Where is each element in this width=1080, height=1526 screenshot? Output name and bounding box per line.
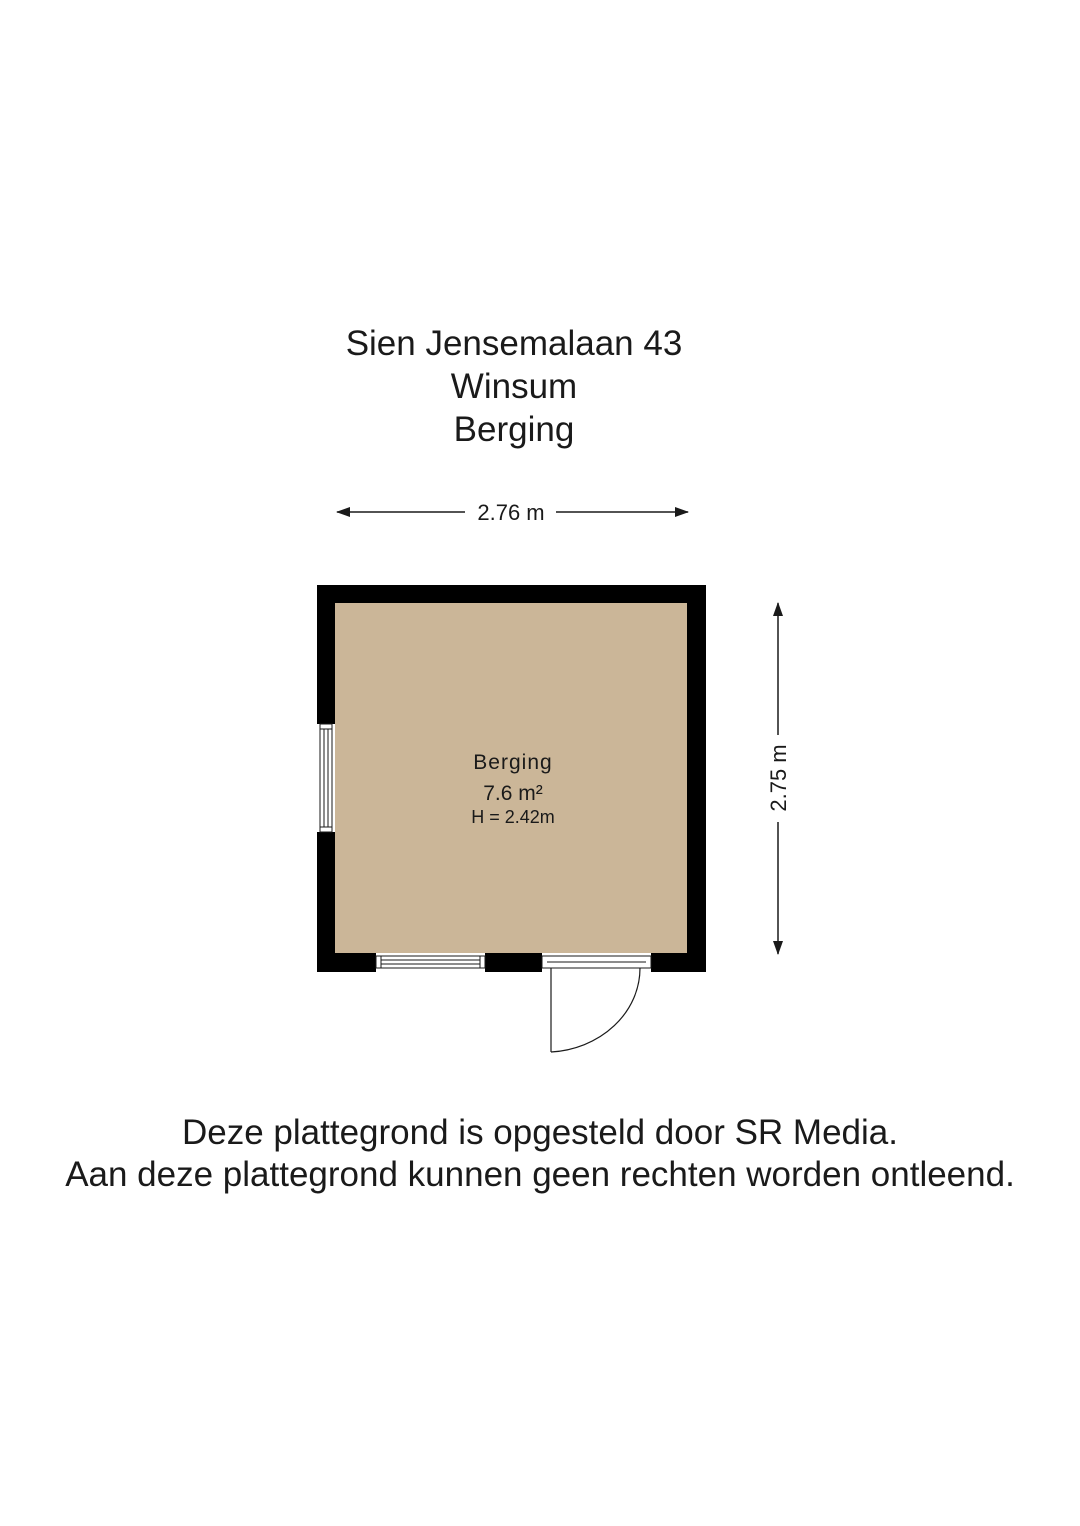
room-area: 7.6 m²	[483, 782, 543, 805]
door-swing-arc	[551, 968, 640, 1052]
disclaimer-line-1: Deze plattegrond is opgesteld door SR Media.	[182, 1113, 898, 1152]
window-bottom	[376, 956, 485, 968]
door	[542, 956, 651, 1052]
room-floor	[335, 603, 687, 953]
width-dimension-label: 2.76 m	[477, 500, 545, 525]
width-dimension	[337, 500, 688, 525]
depth-dimension-label: 2.75 m	[766, 744, 791, 812]
depth-dimension	[766, 603, 791, 954]
room-name: Berging	[473, 751, 553, 774]
wall-top	[317, 585, 706, 603]
wall-right	[687, 585, 706, 972]
floor-name-title: Berging	[453, 410, 575, 449]
wall-bottom-left	[317, 953, 376, 972]
disclaimer-line-2: Aan deze plattegrond kunnen geen rechten worden ontleend.	[65, 1155, 1015, 1194]
room-height: H = 2.42m	[471, 807, 555, 827]
disclaimer	[0, 1112, 1080, 1196]
address-title: Sien Jensemalaan 43	[345, 324, 683, 363]
wall-bottom-right	[651, 953, 706, 972]
wall-left-lower	[317, 832, 335, 972]
city-title: Winsum	[450, 367, 578, 406]
window-left	[320, 724, 332, 832]
wall-bottom-middle	[485, 953, 542, 972]
wall-left-upper	[317, 585, 335, 724]
